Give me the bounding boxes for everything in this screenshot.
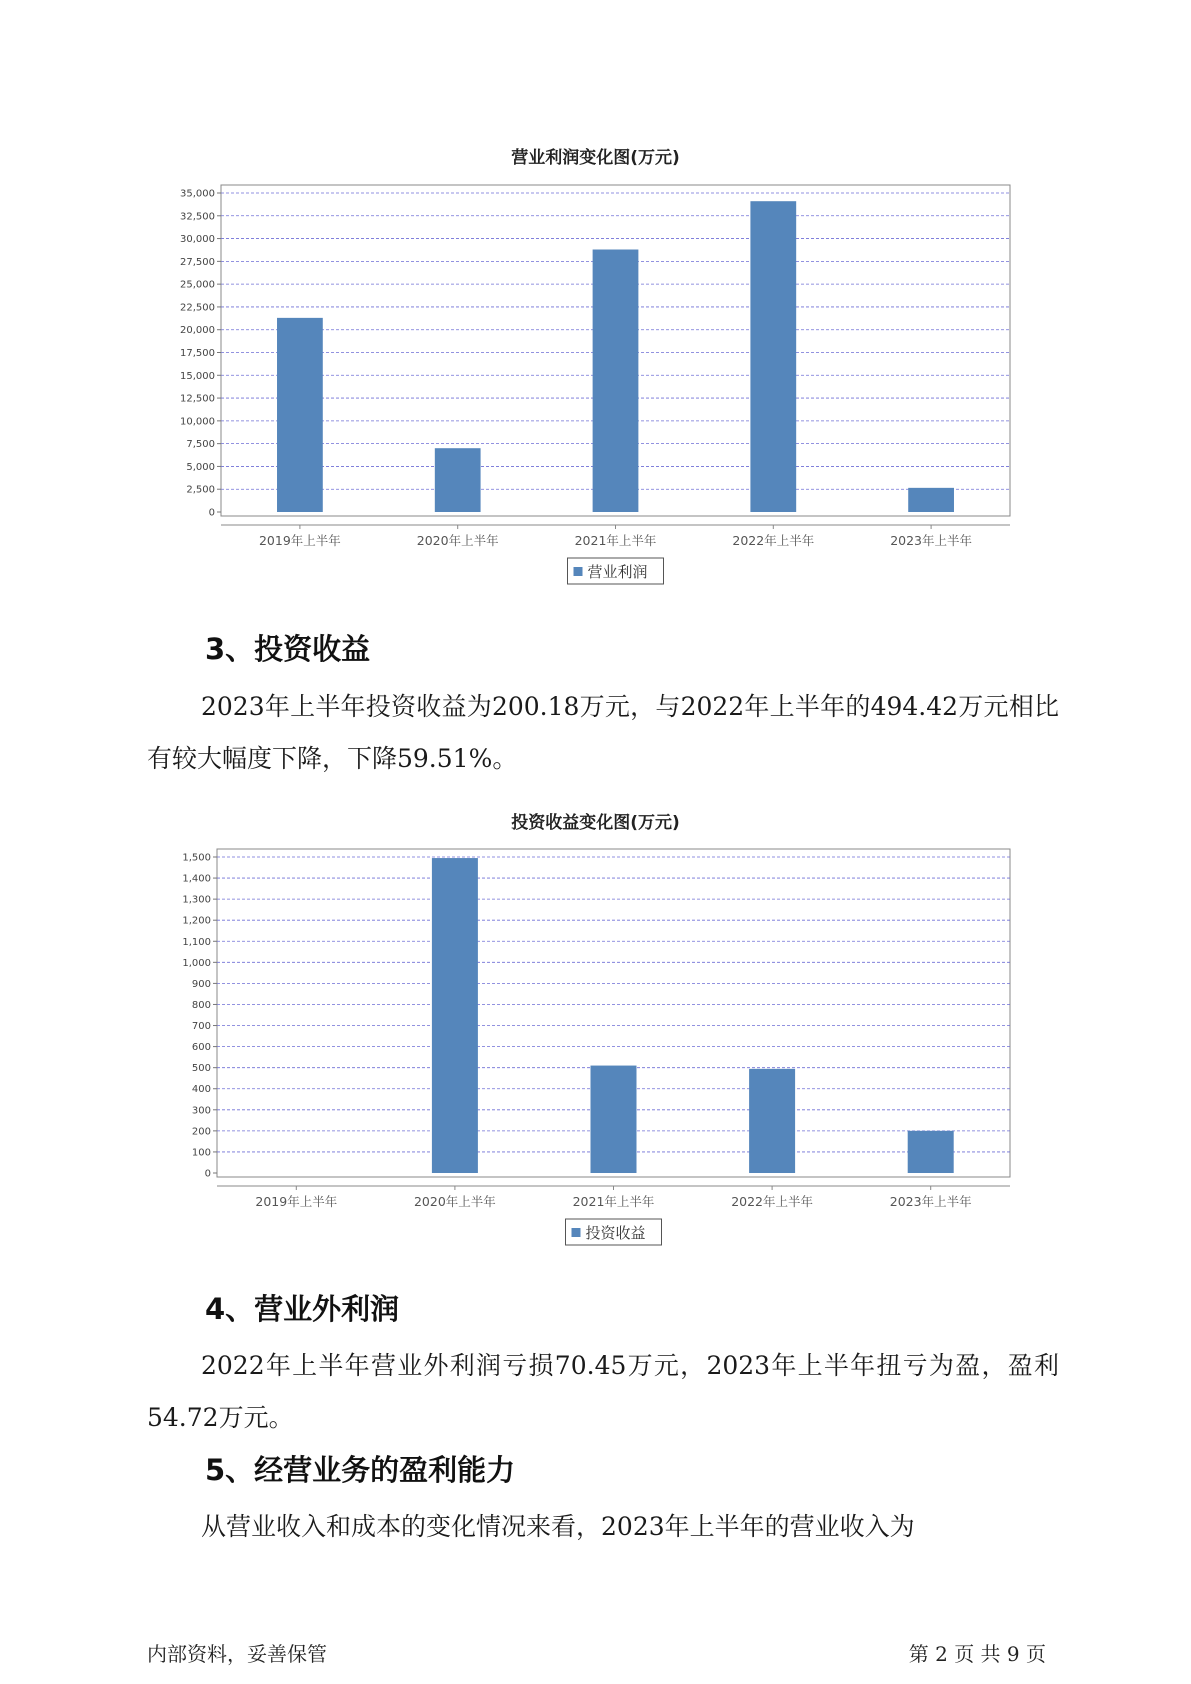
y-tick-label: 900 bbox=[191, 978, 211, 990]
y-tick-label: 0 bbox=[208, 507, 215, 519]
y-tick-label: 1,500 bbox=[182, 852, 211, 864]
x-tick-label: 2022年上半年 bbox=[731, 1194, 814, 1209]
x-tick-label: 2021年上半年 bbox=[572, 1194, 655, 1209]
y-tick-label: 1,400 bbox=[182, 873, 211, 885]
y-tick-label: 22,500 bbox=[180, 302, 215, 314]
bar bbox=[750, 201, 796, 512]
bar bbox=[593, 250, 639, 512]
y-tick-label: 7,500 bbox=[186, 439, 215, 451]
section4-text: 2022年上半年营业外利润亏损70.45万元，2023年上半年扭亏为盈，盈利54.72万元。 bbox=[147, 1351, 1059, 1432]
y-tick-label: 2,500 bbox=[186, 484, 215, 496]
y-tick-label: 35,000 bbox=[180, 188, 215, 200]
bar bbox=[908, 1131, 954, 1173]
y-tick-label: 1,200 bbox=[182, 915, 211, 927]
x-tick-label: 2019年上半年 bbox=[255, 1194, 338, 1209]
legend-label: 投资收益 bbox=[585, 1224, 646, 1242]
y-tick-label: 0 bbox=[204, 1168, 211, 1180]
y-tick-label: 800 bbox=[191, 999, 211, 1011]
y-tick-label: 15,000 bbox=[180, 370, 215, 382]
bar bbox=[749, 1069, 795, 1173]
chart1-title: 营业利润变化图(万元) bbox=[511, 148, 680, 168]
y-tick-label: 700 bbox=[191, 1021, 211, 1033]
section4-heading: 4、营业外利润 bbox=[205, 1292, 400, 1326]
y-tick-label: 5,000 bbox=[186, 461, 215, 473]
y-tick-label: 100 bbox=[191, 1147, 211, 1159]
y-tick-label: 300 bbox=[191, 1105, 211, 1117]
y-tick-label: 32,500 bbox=[180, 211, 215, 223]
bar bbox=[591, 1066, 637, 1173]
section3-heading: 3、投资收益 bbox=[205, 632, 371, 666]
legend-swatch bbox=[574, 567, 583, 576]
y-tick-label: 1,000 bbox=[182, 957, 211, 969]
y-tick-label: 1,100 bbox=[182, 936, 211, 948]
footer-confidential: 内部资料，妥善保管 bbox=[147, 1642, 327, 1666]
x-tick-label: 2021年上半年 bbox=[574, 533, 657, 548]
footer-page-number: 第 2 页 共 9 页 bbox=[908, 1642, 1046, 1666]
y-tick-label: 17,500 bbox=[180, 348, 215, 359]
y-tick-label: 600 bbox=[191, 1042, 211, 1054]
x-tick-label: 2023年上半年 bbox=[890, 533, 973, 548]
legend-label: 营业利润 bbox=[587, 563, 648, 581]
section4-paragraph bbox=[147, 1340, 1059, 1444]
y-tick-label: 30,000 bbox=[180, 234, 215, 246]
y-tick-label: 12,500 bbox=[180, 393, 215, 405]
bar bbox=[277, 318, 323, 512]
y-tick-label: 400 bbox=[191, 1084, 211, 1096]
x-tick-label: 2019年上半年 bbox=[258, 533, 341, 548]
section5-text: 从营业收入和成本的变化情况来看，2023年上半年的营业收入为 bbox=[201, 1512, 915, 1541]
bar bbox=[435, 448, 481, 512]
section3-text: 2023年上半年投资收益为200.18万元，与2022年上半年的494.42万元相比有较大幅度下降，下降59.51%。 bbox=[147, 692, 1059, 773]
x-tick-label: 2020年上半年 bbox=[416, 533, 499, 548]
y-tick-label: 1,300 bbox=[182, 894, 211, 906]
y-tick-label: 10,000 bbox=[180, 416, 215, 428]
y-tick-label: 27,500 bbox=[180, 256, 215, 268]
section3-paragraph bbox=[147, 681, 1059, 785]
chart2-title: 投资收益变化图(万元) bbox=[511, 813, 680, 833]
bar bbox=[432, 858, 478, 1173]
x-tick-label: 2020年上半年 bbox=[413, 1194, 496, 1209]
y-tick-label: 500 bbox=[191, 1063, 211, 1075]
x-tick-label: 2023年上半年 bbox=[889, 1194, 972, 1209]
section5-heading: 5、经营业务的盈利能力 bbox=[205, 1453, 516, 1487]
x-tick-label: 2022年上半年 bbox=[732, 533, 815, 548]
y-tick-label: 200 bbox=[191, 1126, 211, 1138]
investment-income-chart bbox=[0, 840, 1191, 1260]
legend-swatch bbox=[572, 1228, 581, 1237]
y-tick-label: 20,000 bbox=[180, 325, 215, 337]
y-tick-label: 25,000 bbox=[180, 279, 215, 291]
bar bbox=[908, 488, 954, 512]
section5-paragraph bbox=[147, 1501, 1059, 1553]
operating-profit-chart bbox=[0, 175, 1191, 595]
